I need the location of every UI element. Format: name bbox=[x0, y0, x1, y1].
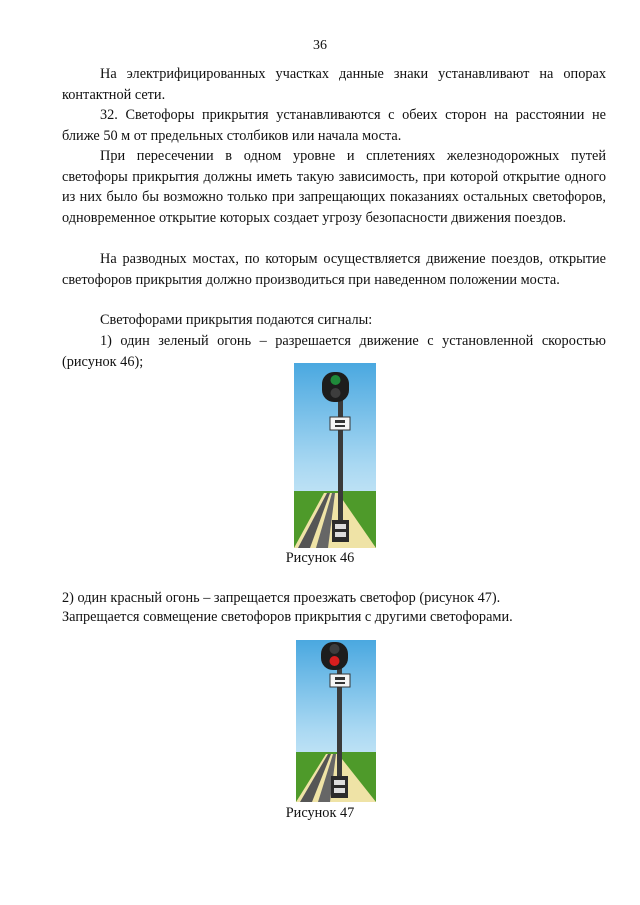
paragraph-6: 1) один зеленый огонь – разрешается движение с установленной скоростью (рисунок 46); bbox=[62, 333, 606, 370]
fig47-lower-lamp bbox=[330, 656, 340, 666]
paragraph-2: 32. Светофоры прикрытия устанавливаются с обеих сторон на расстоянии не ближе 50 м от предельных столбиков или начала моста. bbox=[62, 107, 606, 144]
figure-46-caption: Рисунок 46 bbox=[285, 550, 355, 566]
prohibition-statement: Запрещается совмещение светофоров прикрытия с другими светофорами. bbox=[62, 609, 513, 625]
figure-46-signal-illustration bbox=[294, 363, 376, 548]
fig47-upper-lamp bbox=[330, 644, 340, 654]
paragraph-1: На электрифицированных участках данные знаки устанавливают на опорах контактной сети. bbox=[62, 66, 606, 103]
fig46-lower-lamp bbox=[331, 388, 341, 398]
paragraph-3: При пересечении в одном уровне и сплетениях железнодорожных путей светофоры прикрытия должны иметь такую зависимость, при которой открытие одного из них было бы возможно только при запрещающих показаниях остальных светофоров, одновременное открытие которых создает угрозу безопасности движения поездов. bbox=[62, 148, 606, 226]
fig46-upper-lamp bbox=[331, 375, 341, 385]
page-number: 36 bbox=[313, 38, 327, 53]
figure-47-caption: Рисунок 47 bbox=[285, 805, 355, 821]
paragraph-4: На разводных мостах, по которым осуществляется движение поездов, открытие светофоров прикрытия должно производиться при наведенном положении моста. bbox=[62, 251, 606, 288]
figure-47-signal-illustration bbox=[296, 640, 376, 802]
paragraph-5: Светофорами прикрытия подаются сигналы: bbox=[100, 312, 373, 328]
list-item-2: 2) один красный огонь – запрещается проезжать светофор (рисунок 47). bbox=[62, 590, 501, 606]
